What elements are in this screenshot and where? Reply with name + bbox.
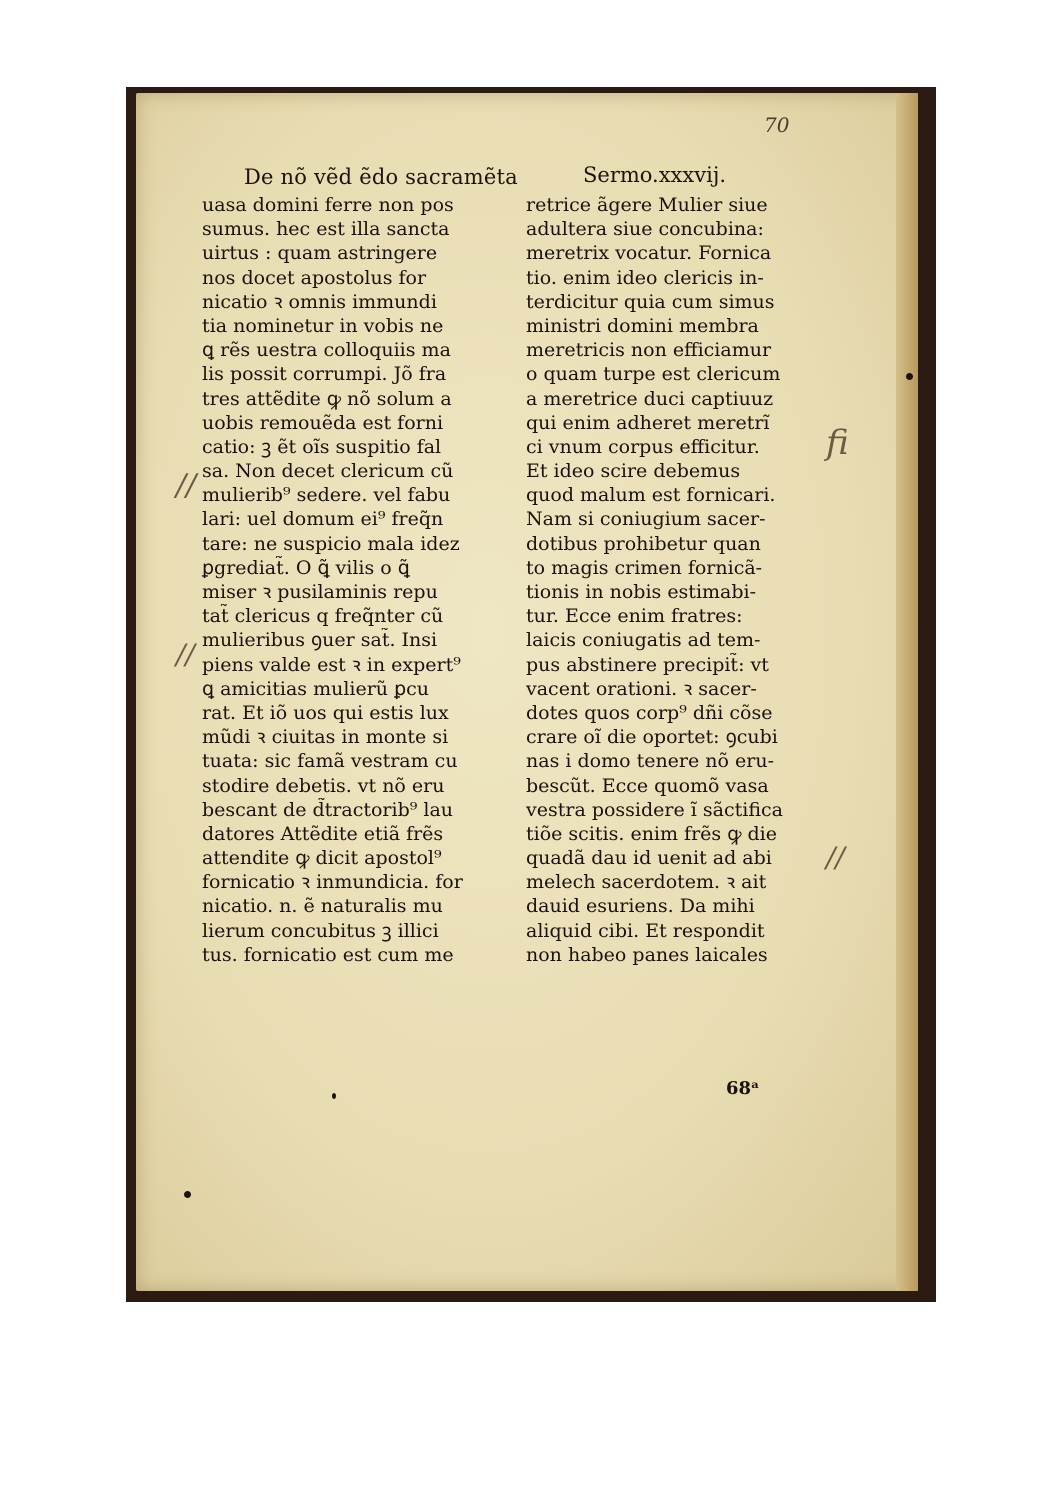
text-line: tionis in nobis estimabi- <box>526 581 757 603</box>
text-line: catio: ꝫ ẽt oĩs suspitio fal <box>202 435 442 458</box>
text-line: tres attẽdite ꝙ nõ solum a <box>202 387 452 410</box>
text-line: meretricis non efficiamur <box>526 339 772 362</box>
text-line: vestra possidere ĩ sãctifica <box>526 798 783 821</box>
ink-spot <box>332 1093 336 1099</box>
text-line: aliquid cibi. Et respondit <box>526 919 765 942</box>
folio-number: 70 <box>764 113 790 137</box>
text-line: ci vnum corpus efficitur. <box>526 435 760 458</box>
text-line: lis possit corrumpi. Jõ fra <box>202 363 447 386</box>
text-line: fornicatio ꝛ inmundicia. for <box>202 871 463 894</box>
margin-note: // <box>176 638 195 671</box>
text-line: bescant de d̃tractorib⁹ lau <box>202 798 454 821</box>
running-head-left: De nõ vẽd ẽdo sacramẽta <box>244 165 518 189</box>
text-line: uirtus : quam astringere <box>202 242 438 265</box>
text-line: rat. Et iõ uos qui estis lux <box>202 701 449 724</box>
text-line: tia nominetur in vobis ne <box>202 314 444 337</box>
text-line: quadã dau id uenit ad abi <box>526 847 772 870</box>
text-line: uobis remouẽda est forni <box>202 411 444 434</box>
text-line: ꝑgrediat̃. O ꝗ̃ vilis o ꝗ̃ <box>202 556 410 579</box>
text-line: dotibus prohibetur quan <box>526 532 761 555</box>
text-line: ꝗ amicitias mulierũ ꝑcu <box>202 677 430 700</box>
text-line: mulieribus ꝯuer sat̃. Insi <box>202 629 438 652</box>
text-line: terdicitur quia cum simus <box>526 290 775 313</box>
text-line: vacent orationi. ꝛ sacer- <box>526 677 757 700</box>
text-line: nicatio ꝛ omnis immundi <box>202 290 437 313</box>
text-line: tus. fornicatio est cum me <box>202 943 454 966</box>
text-line: sa. Non decet clericum cũ <box>202 460 454 483</box>
text-line: mũdi ꝛ ciuitas in monte si <box>202 726 449 749</box>
text-line: pus abstinere precipit̃: vt <box>526 653 769 676</box>
text-line: miser ꝛ pusilaminis repu <box>202 581 438 603</box>
text-line: to magis crimen fornicã- <box>526 556 763 579</box>
text-line: mulierib⁹ sedere. vel fabu <box>202 484 451 507</box>
text-line: nos docet apostolus for <box>202 266 427 289</box>
text-line: uasa domini ferre non pos <box>202 194 454 216</box>
text-line: meretrix vocatur. Fornica <box>526 242 772 265</box>
text-line: crare oĩ die oportet: ꝯcubi <box>526 726 778 749</box>
running-head-right: Sermo.xxxvij. <box>583 163 727 187</box>
margin-note: // <box>176 468 197 503</box>
text-line: laicis coniugatis ad tem- <box>526 629 761 652</box>
text-line: melech sacerdotem. ꝛ ait <box>526 871 767 894</box>
signature-mark: 68ᵃ <box>726 1078 760 1099</box>
text-line: tiõe scitis. enim frẽs ꝙ die <box>526 822 777 845</box>
page-leaf <box>136 93 918 1291</box>
text-line: quod malum est fornicari. <box>526 484 776 507</box>
text-line: non habeo panes laicales <box>526 943 768 966</box>
text-line: attendite ꝙ dicit apostol⁹ <box>202 847 442 870</box>
text-line: Et ideo scire debemus <box>526 460 741 483</box>
text-line: ꝗ rẽs uestra colloquiis ma <box>202 339 451 362</box>
text-line: sumus. hec est illa sancta <box>202 218 450 241</box>
ink-spot <box>906 373 913 380</box>
text-line: retrice ãgere Mulier siue <box>526 194 768 216</box>
text-line: nicatio. n. ẽ naturalis mu <box>202 895 443 918</box>
text-line: nas i domo tenere nõ eru- <box>526 750 774 773</box>
text-line: bescũt. Ecce quomõ vasa <box>526 774 769 797</box>
text-line: ministri domini membra <box>526 314 759 337</box>
text-line: lierum concubitus ꝫ illici <box>202 919 439 942</box>
margin-note: fi <box>826 423 849 463</box>
text-line: lari: uel domum ei⁹ freq̃n <box>202 508 444 531</box>
manuscript-scan <box>126 87 936 1302</box>
text-line: dauid esuriens. Da mihi <box>526 895 755 918</box>
text-line: Nam si coniugium sacer- <box>526 508 766 531</box>
page-edge <box>896 93 918 1291</box>
text-line: tat̃ clericus q freq̃nter cũ <box>202 605 444 628</box>
text-line: a meretrice duci captiuuz <box>526 387 774 410</box>
text-line: tio. enim ideo clericis in- <box>526 266 764 289</box>
text-line: stodire debetis. vt nõ eru <box>202 774 445 797</box>
text-line: tare: ne suspicio mala idez <box>202 532 460 555</box>
right-text-column <box>526 193 826 967</box>
text-line: tur. Ecce enim fratres: <box>526 605 743 628</box>
text-line: dotes quos corp⁹ dñi cõse <box>526 701 773 724</box>
text-line: qui enim adheret meretrĩ <box>526 411 770 434</box>
text-line: piens valde est ꝛ in expert⁹ <box>202 653 461 676</box>
margin-note: // <box>826 841 845 874</box>
ink-spot <box>184 1191 191 1198</box>
left-text-column <box>202 193 502 967</box>
text-line: tuata: sic famã vestram cu <box>202 750 458 773</box>
text-line: datores Attẽdite etiã frẽs <box>202 822 444 845</box>
text-line: adultera siue concubina: <box>526 218 764 241</box>
text-line: o quam turpe est clericum <box>526 363 781 386</box>
